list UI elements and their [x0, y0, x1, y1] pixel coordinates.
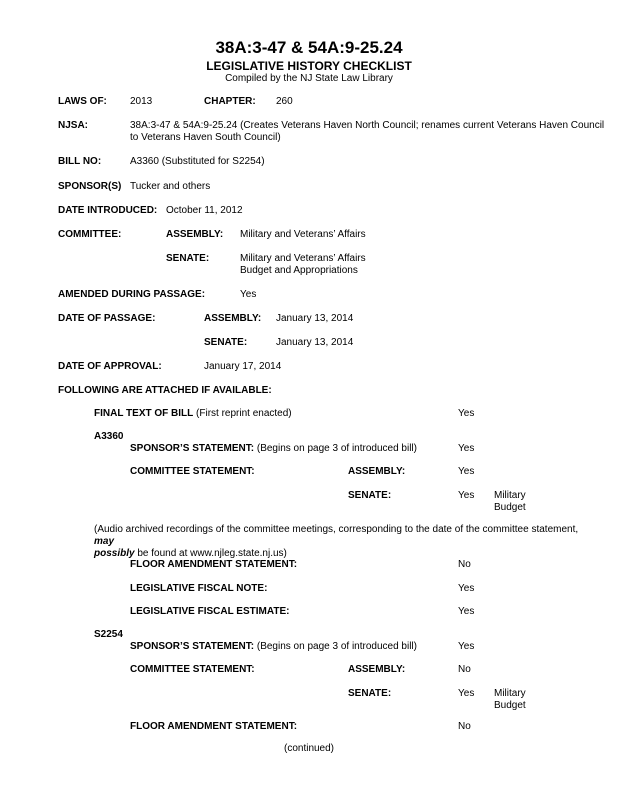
passage-senate-label: SENATE:: [204, 337, 248, 348]
a3360-committee-assembly-value: Yes: [458, 466, 475, 477]
audio-note-part-1: (Audio archived recordings of the committee meetings, corresponding to the date of the committee statement,: [94, 524, 579, 535]
s2254-committee-senate-value: Yes: [458, 688, 475, 699]
date-introduced-value: October 11, 2012: [166, 205, 243, 216]
amended-label: AMENDED DURING PASSAGE:: [58, 289, 206, 300]
committee-senate-value-2: Budget and Appropriations: [240, 265, 358, 276]
s2254-sponsor-statement-row: [130, 641, 417, 653]
committee-assembly-label: ASSEMBLY:: [166, 229, 224, 240]
final-text-value: Yes: [458, 408, 475, 419]
final-text-label: FINAL TEXT OF BILL: [94, 408, 194, 419]
s2254-heading: S2254: [94, 629, 123, 640]
a3360-heading: A3360: [94, 431, 124, 442]
document-subtitle: LEGISLATIVE HISTORY CHECKLIST: [206, 59, 412, 73]
a3360-sponsor-statement-value: Yes: [458, 443, 475, 454]
passage-senate-value: January 13, 2014: [276, 337, 354, 348]
s2254-committee-statement-label: COMMITTEE STATEMENT:: [130, 664, 255, 675]
laws-of-label: LAWS OF:: [58, 96, 107, 107]
committee-senate-value-1: Military and Veterans’ Affairs: [240, 253, 366, 264]
s2254-sponsor-statement-label: SPONSOR’S STATEMENT:: [130, 641, 255, 652]
date-of-approval-label: DATE OF APPROVAL:: [58, 361, 162, 372]
njsa-label: NJSA:: [58, 120, 89, 131]
s2254-committee-senate-military: Military: [494, 688, 526, 699]
s2254-committee-senate-budget: Budget: [494, 700, 526, 711]
a3360-committee-senate-budget: Budget: [494, 502, 526, 513]
date-introduced-label: DATE INTRODUCED:: [58, 205, 158, 216]
audio-note-emph-2: possibly: [94, 548, 135, 559]
audio-note-part-2: be found at www.njleg.state.nj.us): [134, 548, 287, 559]
audio-note-emph-1: may: [94, 536, 115, 547]
bill-no-label: BILL NO:: [58, 156, 102, 167]
audio-archive-note: [94, 524, 584, 560]
a3360-committee-senate-military: Military: [494, 490, 526, 501]
njsa-line-2: to Veterans Haven South Council): [130, 132, 281, 143]
s2254-floor-amendment-value: No: [458, 721, 471, 732]
attached-heading: FOLLOWING ARE ATTACHED IF AVAILABLE:: [58, 385, 272, 396]
a3360-fiscal-note-label: LEGISLATIVE FISCAL NOTE:: [130, 583, 268, 594]
committee-assembly-value: Military and Veterans’ Affairs: [240, 229, 366, 240]
final-text-row: [94, 408, 292, 420]
a3360-committee-statement-label: COMMITTEE STATEMENT:: [130, 466, 255, 477]
a3360-committee-senate-label: SENATE:: [348, 490, 392, 501]
a3360-floor-amendment-label: FLOOR AMENDMENT STATEMENT:: [130, 559, 298, 570]
passage-assembly-label: ASSEMBLY:: [204, 313, 262, 324]
date-of-passage-label: DATE OF PASSAGE:: [58, 313, 156, 324]
compiled-by: Compiled by the NJ State Law Library: [225, 73, 393, 84]
committee-label: COMMITTEE:: [58, 229, 122, 240]
a3360-floor-amendment-value: No: [458, 559, 471, 570]
laws-of-value: 2013: [130, 96, 153, 107]
s2254-sponsor-statement-note: (Begins on page 3 of introduced bill): [254, 641, 417, 652]
chapter-value: 260: [276, 96, 293, 107]
amended-value: Yes: [240, 289, 257, 300]
a3360-committee-senate-value: Yes: [458, 490, 475, 501]
chapter-label: CHAPTER:: [204, 96, 256, 107]
a3360-assembly-label-text: ASSEMBLY:: [348, 466, 406, 477]
a3360-sponsor-statement-label: SPONSOR’S STATEMENT:: [130, 443, 255, 454]
a3360-fiscal-estimate-value: Yes: [458, 606, 475, 617]
bill-no-value: A3360 (Substituted for S2254): [130, 156, 265, 167]
s2254-sponsor-statement-value: Yes: [458, 641, 475, 652]
s2254-floor-amendment-label: FLOOR AMENDMENT STATEMENT:: [130, 721, 298, 732]
s2254-committee-senate-label: SENATE:: [348, 688, 392, 699]
document-title: 38A:3-47 & 54A:9-25.24: [215, 38, 403, 57]
passage-assembly-value: January 13, 2014: [276, 313, 354, 324]
a3360-sponsor-statement-note: (Begins on page 3 of introduced bill): [254, 443, 417, 454]
a3360-fiscal-note-value: Yes: [458, 583, 475, 594]
committee-senate-label: SENATE:: [166, 253, 210, 264]
sponsors-value: Tucker and others: [130, 181, 211, 192]
final-text-note: (First reprint enacted): [193, 408, 292, 419]
continued-note: (continued): [283, 743, 335, 754]
s2254-committee-assembly-value: No: [458, 664, 471, 675]
date-of-approval-value: January 17, 2014: [204, 361, 282, 372]
a3360-fiscal-estimate-label: LEGISLATIVE FISCAL ESTIMATE:: [130, 606, 290, 617]
a3360-sponsor-statement-row: [130, 443, 417, 455]
a3360-committee-assembly-label: [348, 466, 405, 478]
sponsors-label: SPONSOR(S): [58, 181, 122, 192]
s2254-committee-assembly-label: ASSEMBLY:: [348, 664, 406, 675]
njsa-line-1: 38A:3-47 & 54A:9-25.24 (Creates Veterans Haven North Council; renames current Veterans Haven Council: [130, 120, 605, 131]
